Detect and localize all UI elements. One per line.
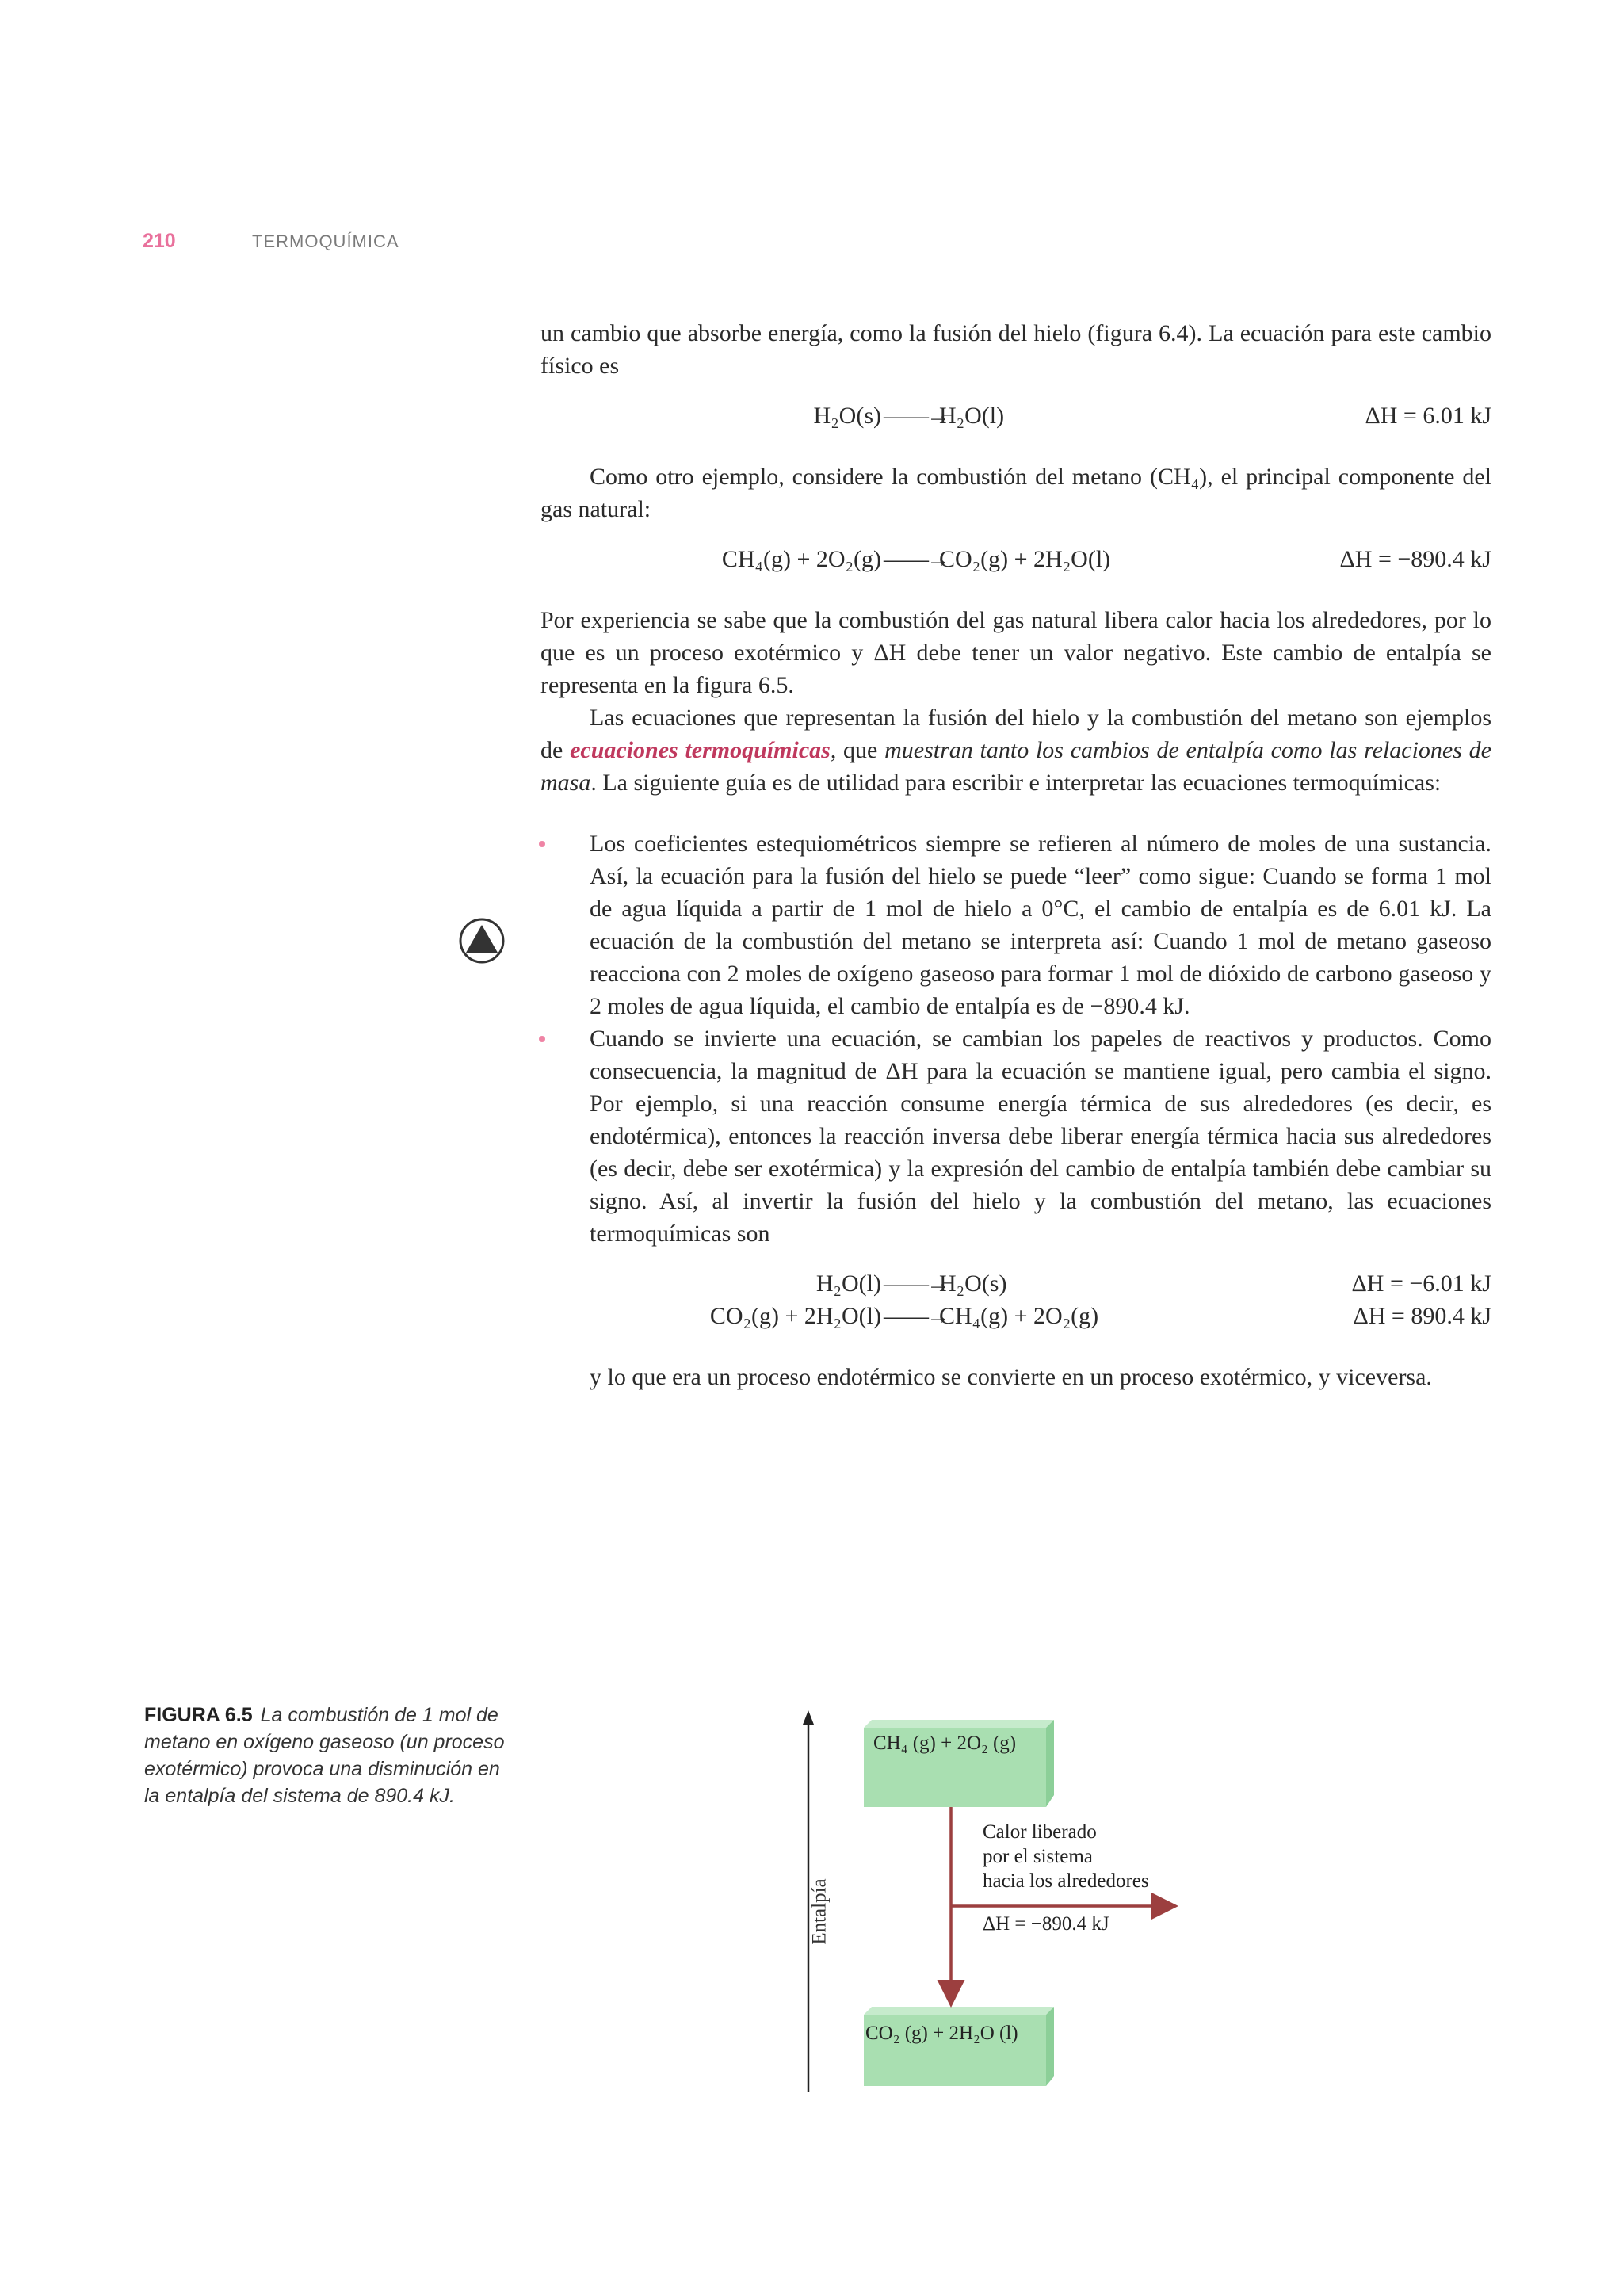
heat-released-label (983, 1820, 1149, 1893)
paragraph-4 (540, 701, 1491, 799)
paragraph-5: y lo que era un proceso endotérmico se convierte en un proceso exotérmico, y viceversa. (590, 1364, 1432, 1390)
paragraph-4-text: . La siguiente guía es de utilidad para escribir e interpretar las ecuaciones termoquímicas: (590, 770, 1442, 796)
list-item (540, 827, 1491, 1022)
paragraph-4-text: Las ecuaciones que representan la fusión del hielo y la combustión del metano son ejemplos de (540, 705, 1491, 763)
equation-rhs: CH₄(g) + 2O₂(g) (939, 1303, 1099, 1329)
reaction-arrow: ——→ (884, 546, 948, 572)
warning-triangle-icon (458, 917, 506, 965)
products-label: CO₂ (g) + 2H₂O (l) (865, 2023, 1018, 2044)
paragraph-2: Como otro ejemplo, considere la combustión del metano (CH₄), el principal componente del gas natural: (540, 464, 1491, 522)
equation-delta-h: ΔH = −890.4 kJ (1339, 546, 1491, 572)
figure-caption (144, 1702, 509, 1809)
equation-delta-h: ΔH = 6.01 kJ (1365, 403, 1491, 429)
list-item-text: Cuando se invierte una ecuación, se cambian los papeles de reactivos y productos. Como consecuencia, la magnitud de ΔH para la ecuación se mantiene igual, pero cambia el signo. Por ejemplo, si una reacción consume energía térmica de sus alrededores (es decir, es endotérmica), entonces la reacción inversa debe liberar energía térmica hacia sus alrededores (es decir, debe ser exotérmica) y la expresión del cambio de entalpía también debe cambiar su signo. Así, al invertir la fusión del hielo y la combustión del metano, las ecuaciones termoquímicas son (590, 1026, 1491, 1247)
equation-lhs: H₂O(l) (815, 1270, 881, 1297)
equation-reverse-combustion (540, 1300, 1491, 1332)
axis-label: Entalpía (808, 1878, 831, 1945)
heat-label-line: Calor liberado (983, 1821, 1097, 1843)
paragraph-4-text: , que (830, 737, 885, 763)
bullet-dot (539, 841, 545, 847)
page-number: 210 (143, 230, 176, 252)
equation-lhs: H₂O(s) (813, 403, 881, 429)
equation-rhs: H₂O(l) (939, 403, 1005, 429)
guideline-list (540, 827, 1491, 1393)
list-item (540, 1022, 1491, 1393)
equation-ice-fusion (540, 399, 1491, 432)
equation-rhs: CO₂(g) + 2H₂O(l) (939, 546, 1111, 572)
equation-lhs: CO₂(g) + 2H₂O(l) (709, 1303, 881, 1329)
equation-rhs: H₂O(s) (939, 1270, 1007, 1297)
running-head: TERMOQUÍMICA (252, 231, 399, 251)
heat-label-line: por el sistema (983, 1846, 1093, 1867)
delta-h-label: ΔH = −890.4 kJ (983, 1913, 1109, 1935)
equation-delta-h: ΔH = −6.01 kJ (1351, 1270, 1491, 1297)
figure-caption-text: La combustión de 1 mol de metano en oxígeno gaseoso (un proceso exotérmico) provoca una disminución en la entalpía del sistema de 890.4 kJ. (144, 1704, 505, 1807)
equation-methane-combustion (540, 543, 1491, 575)
emphasis-text: muestran tanto los cambios de entalpía como las relaciones de masa (540, 737, 1491, 796)
body-text (540, 317, 1491, 1393)
key-term: ecuaciones termoquímicas (570, 737, 831, 763)
reaction-arrow: ——→ (884, 403, 948, 429)
products-level-box (864, 2007, 1054, 2086)
heat-label-line: hacia los alrededores (983, 1870, 1149, 1892)
equation-delta-h: ΔH = 890.4 kJ (1353, 1303, 1491, 1329)
list-item-text: Los coeficientes estequiométricos siempre se refieren al número de moles de una sustancia. Así, la ecuación para la fusión del hielo se puede “leer” como sigue: Cuando se forma 1 mol de agua líquida a partir de 1 mol de hielo a 0°C, el cambio de entalpía es de 6.01 kJ. La ecuación de la combustión del metano se interpreta así: Cuando 1 mol de metano gaseoso reacciona con 2 moles de oxígeno gaseoso para formar 1 mol de dióxido de carbono gaseoso y 2 moles de agua líquida, el cambio de entalpía es de −890.4 kJ. (590, 831, 1491, 1019)
reaction-arrow: ——→ (884, 1270, 948, 1297)
paragraph-3: Por experiencia se sabe que la combustión del gas natural libera calor hacia los alrededores, por lo que es un proceso exotérmico y ΔH debe tener un valor negativo. Este cambio de entalpía se representa en la figura 6.5. (540, 607, 1491, 698)
equation-lhs: CH₄(g) + 2O₂(g) (721, 546, 881, 572)
axis-arrowhead-icon (803, 1710, 814, 1725)
paragraph-1: un cambio que absorbe energía, como la fusión del hielo (figura 6.4). La ecuación para este cambio físico es (540, 320, 1491, 379)
reactants-label: CH₄ (g) + 2O₂ (g) (873, 1733, 1017, 1754)
figure-label: FIGURA 6.5 (144, 1704, 253, 1726)
equation-ice-freezing (540, 1267, 1491, 1300)
bullet-dot (539, 1036, 545, 1042)
reaction-arrow: ——→ (884, 1303, 948, 1329)
